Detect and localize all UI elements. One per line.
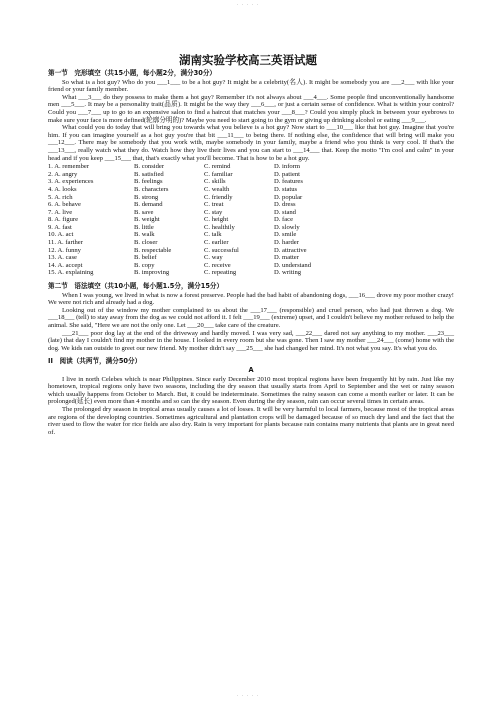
reading-paragraph-2: The prolonged dry season in tropical areas usually causes a lot of losses. It will be very harmful to local farmers, because most of the tropical areas are regions of the developing countries. Sometimes agricultural and plantation crops will be damaged because of so much dry land and the fact that the river used to flow the water for rice fields are also dry. Rain is very important for plants because rain contains many nutrients that plants are in great need of. bbox=[48, 405, 454, 436]
option-row: 2. A. angry B. satisfied C. familiar D. patient bbox=[48, 170, 301, 178]
cloze-options bbox=[48, 163, 454, 277]
option-row: 10. A. act B. walk C. talk D. smile bbox=[48, 231, 297, 239]
option-row: 13. A. case B. belief C. way D. matter bbox=[48, 254, 299, 262]
page-header: · · · · · bbox=[236, 3, 260, 8]
cloze-paragraph-2: What ___3___ do they possess to make them a hot guy? Remember it's not always about ___4___. Some people find unconventionally handsome men ___5___. It may be a personality trait(品质). It might be the way they ___6___, or just a certain sense of confidence. What is within your control? Could you ___7___ up to go to an expensive salon to find a haircut that matches your ___8___? Could you simply pluck in between your eyebrows to make sure your face is more defined(轮廓分明的)? Maybe you need to start going to the gym or giving up drinking alcohol or eating ___9___. bbox=[48, 93, 454, 124]
option-row: 4. A. looks B. characters C. wealth D. status bbox=[48, 185, 298, 193]
option-row: 9. A. fast B. little C. healthily D. slowly bbox=[48, 223, 300, 231]
section2-heading: 第二节 语法填空（共10小题，每小题1.5分，满分15分） bbox=[48, 282, 224, 291]
grammar-paragraph-2: Looking out of the window my mother complained to us about the ___17___ (responsible) and cruel person, who had just thrown a dog. We ___18___ (tell) to stay away from the dog as we could not afford it. I felt ___19___ (extreme) upset, and I couldn't believe my mother refused to help the animal. She said, "Here we are not the only one. Let ___20___ take care of the creature. bbox=[48, 306, 454, 329]
passage-label: A bbox=[248, 365, 254, 374]
option-row: 15. A. explaining B. improving C. repeating D. writing bbox=[48, 269, 302, 277]
section1-heading: 第一节 完形填空（共15小题，每小题2分，满分30分） bbox=[48, 69, 217, 77]
section3-heading: II 阅读（共两节，满分50分） bbox=[48, 357, 142, 366]
page-footer: · · · · · bbox=[236, 694, 260, 699]
option-row: 14. A. accept B. copy C. receive D. understand bbox=[48, 261, 311, 269]
document-content bbox=[48, 70, 454, 436]
cloze-paragraph-3: What could you do today that will bring you towards what you believe is a hot guy? Now start to ___10___ like that hot guy. Imagine that you're him. If you can imagine yourself as a hot guy you're that bit ___11___ to being there. If nothing else, the confidence that will bring will make you ___12___. There may be somebody that you work with, maybe somebody in your family, maybe a friend who you think is very cool. If that's the ___13___, really watch what they do. Watch how they live their lives and you can start to ___14___ that. Keep the motto "I'm cool and calm" in your head and if you keep ___15___ that, that's exactly what you'll become. That is how to be a hot guy. bbox=[48, 124, 454, 162]
grammar-paragraph-1: When I was young, we lived in what is now a forest preserve. People had the bad habit of abandoning dogs, ___16___ drove my poor mother crazy! We were not rich and already had a dog. bbox=[48, 291, 454, 307]
option-row: 6. A. behave B. demand C. treat D. dress bbox=[48, 201, 296, 209]
option-row: 3. A. experiences B. feelings C. skills D. features bbox=[48, 178, 303, 186]
grammar-paragraph-3: ___21___ poor dog lay at the end of the driveway and hardly moved. I was very sad, ___22___ dared not say anything to my mother. ___23___ (late) that day I couldn't find my mother in the house. I looked in every room but she was gone. Then I saw my mother ___24___ (come) home with the dog. We kids ran outside to greet our new friend. My mother didn't say ___25___ she had changed her mind. It's not what you say. It's what you do. bbox=[48, 329, 454, 352]
option-row: 11. A. farther B. closer C. earlier D. harder bbox=[48, 239, 299, 247]
option-row: 12. A. funny B. respectable C. successful D. attractive bbox=[48, 246, 307, 254]
option-row: 8. A. figure B. weight C. height D. face bbox=[48, 216, 294, 224]
cloze-paragraph-1: So what is a hot guy? Who do you ___1___ to be a hot guy? It might be a celebrity(名人). It might be somebody you are ___2___ with like your friend or your family member. bbox=[48, 78, 454, 94]
reading-paragraph-1: I live in north Celebes which is near Philippines. Since early December 2010 most tropical regions have been frequently hit by rain. Just like my hometown, tropical regions only have two seasons, including the dry season that usually starts from April to September and the wet or rainy season which usually happens from October to March. But, it could be indeterminate. Sometimes the rainy season can come a month earlier or later. It can be prolonged(延长) even more than 4 months and so can the dry season. Even during the dry season, rain can occur several times in certain areas. bbox=[48, 375, 454, 406]
page-title: 湖南实验学校高三英语试题 bbox=[179, 53, 317, 67]
option-row: 7. A. live B. save C. stay D. stand bbox=[48, 208, 296, 216]
option-row: 1. A. remember B. consider C. remind D. inform bbox=[48, 163, 301, 171]
option-row: 5. A. rich B. strong C. friendly D. popular bbox=[48, 193, 303, 201]
